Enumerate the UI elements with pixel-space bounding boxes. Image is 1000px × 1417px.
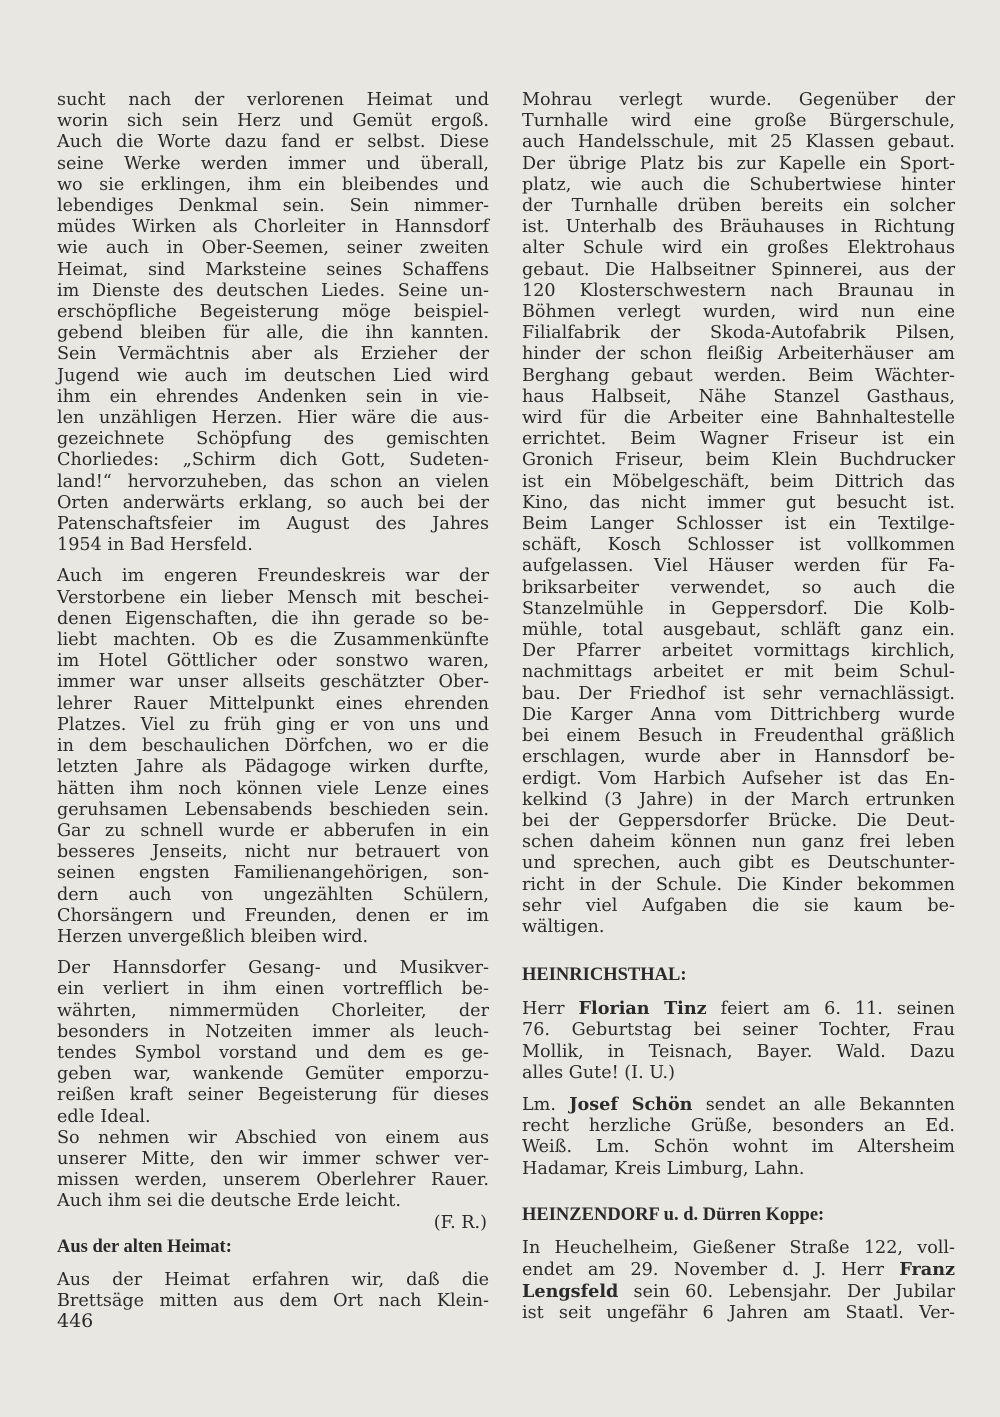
text-line: Auch ihm sei die deutsche Erde leicht. [57,1191,401,1212]
text-line: der Turnhalle drüben bereits ein solcher [522,196,955,217]
text-line: währten, nimmermüden Chorleiter, der [57,1000,489,1021]
text-line: wältigen. [522,916,605,937]
text-line: Lm. Josef Schön sendet an alle Bekannten [522,1093,955,1115]
person-name: Lengsfeld [522,1281,619,1303]
text-line: Orten anderwärts erklang, so auch bei der [57,492,489,513]
text-line: Herzen unvergeßlich bleiben wird. [57,926,369,947]
text-line: missen werden, unserem Oberlehrer Rauer. [57,1170,489,1191]
text-line: wird für die Arbeiter eine Bahnhaltestelle [522,408,955,429]
text-line: gebend bleiben für alle, die ihn kannten. [57,323,489,344]
text-line: lehrer Rauer Mittelpunkt eines ehrenden [57,693,489,714]
text-line: geruhsamen Lebensabends beschieden sein. [57,799,489,820]
text-line: und sprechen, auch gibt es Deutschunter- [522,853,955,874]
text-line: tendes Symbol vorstand und dem es ge- [57,1042,489,1063]
text-line: Herr Florian Tinz feiert am 6. 11. seinen [522,998,955,1020]
text-line: Berghang gebaut werden. Beim Wächter- [522,365,955,386]
text-line: erschöpfliche Begeisterung möge beispiel- [57,302,489,323]
text-line: bau. Der Friedhof ist sehr vernachlässigt. [522,683,955,704]
text-line: Die Karger Anna vom Dittrichberg wurde [522,704,955,725]
text-line: Jugend wie auch im deutschen Lied wird [57,365,489,386]
lengsfeld-birthday-notice [522,1238,955,1325]
section-heading-alte-heimat: Aus der alten Heimat: [57,1236,232,1257]
text-line: Weiß. Lm. Schön wohnt im Altersheim [522,1137,955,1158]
text-line: Heimat, sind Marksteine seines Schaffens [57,259,489,280]
text-line: recht herzliche Grüße, besonders an Ed. [522,1116,955,1137]
schoen-greeting-notice [522,1094,955,1180]
text-line: Turnhalle wird eine große Bürgerschule, [522,111,955,132]
text-line: Auch im engeren Freundeskreis war der [57,566,489,587]
text-line: unserer Mitte, den wir immer schwer ver- [57,1148,489,1169]
obituary-paragraph-3 [57,958,489,1128]
text-line: gezeichnete Schöpfung des gemischten [57,429,489,450]
text-line: Chorliedes: „Schirm dich Gott, Sudeten- [57,450,489,471]
text-line: edle Ideal. [57,1106,151,1127]
text-line: Brettsäge mitten aus dem Ort nach Klein- [57,1290,489,1311]
section-heading-heinzendorf: HEINZENDORF u. d. Dürren Koppe: [522,1204,825,1225]
section-heading-heinrichsthal: HEINRICHSTHAL: [522,965,687,986]
person-name: Josef Schön [569,1093,693,1115]
text-line: 1954 in Bad Hersfeld. [57,535,253,556]
text-line: wo sie erklingen, ihm ein bleibendes und [57,174,489,195]
text-line: immer war unser allseits geschätzter Ober- [57,672,489,693]
text-line: errichtet. Beim Wagner Friseur ist ein [522,429,955,450]
text-line: liebt machten. Ob es die Zusammenkünfte [57,630,489,651]
text-line: Patenschaftsfeier im August des Jahres [57,514,489,535]
text-line: richt in der Schule. Die Kinder bekommen [522,874,955,895]
text-line: sehr viel Aufgaben die sie kaum be- [522,895,955,916]
text-line: aufgelassen. Viel Häuser werden für Fa- [522,556,955,577]
text-line: gebaut. Die Halbseitner Spinnerei, aus der [522,259,955,280]
text-line: schäft, Kosch Schlosser ist vollkommen [522,535,955,556]
text-line: letzten Jahre als Pädagoge wirken durfte, [57,757,489,778]
text-line: Filialfabrik der Skoda-Autofabrik Pilsen, [522,323,955,344]
text-line: alter Schule wird ein großes Elektrohaus [522,238,955,259]
text-line: haus Halbseit, Nähe Stanzel Gasthaus, [522,386,955,407]
text-line: im Dienste des deutschen Liedes. Seine un- [57,280,489,301]
text-line: briksarbeiter verwendet, so auch die [522,577,955,598]
text-line: ihm ein ehrendes Andenken sein in vie- [57,386,489,407]
alte-heimat-continuation [522,90,955,938]
person-name: Franz [899,1258,955,1280]
text-line: ist ein Möbelgeschäft, beim Dittrich das [522,471,955,492]
text-line: Stanzelmühle in Geppersdorf. Die Kolb- [522,598,955,619]
text-line: len unzähligen Herzen. Hier wäre die aus- [57,408,489,429]
obituary-paragraph-2 [57,566,489,948]
text-line: auch Handelsschule, mit 25 Klassen gebaut. [522,132,955,153]
text-line: ist seit ungefähr 6 Jahren am Staatl. Ver- [522,1303,955,1324]
text-line: Verstorbene ein lieber Mensch mit beschei- [57,587,489,608]
text-line: in dem beschaulichen Dörfchen, wo er die [57,736,489,757]
text-line: besseres Jenseits, nicht nur betrauert von [57,842,489,863]
text-line: Platzes. Viel zu früh ging er von uns und [57,714,489,735]
text-line: mühle, total ausgebaut, schläft ganz ein. [522,620,955,641]
text-line: So nehmen wir Abschied von einem aus [57,1127,489,1148]
text-line: Aus der Heimat erfahren wir, daß die [57,1269,489,1290]
text-line: denen Eigenschaften, die ihn gerade so be- [57,608,489,629]
text-line: alles Gute! (I. U.) [522,1062,675,1083]
text-line: erschlagen, wurde aber in Hannsdorf be- [522,747,955,768]
text-line: In Heuchelheim, Gießener Straße 122, voll- [522,1237,955,1258]
text-line: Beim Langer Schlosser ist ein Textilge- [522,514,955,535]
text-line: nachmittags arbeitet er mit beim Schul- [522,662,955,683]
left-column [57,90,489,1312]
obituary-paragraph-1 [57,90,489,556]
author-signature: (F. R.) [433,1212,487,1233]
person-name: Florian Tinz [578,998,707,1020]
text-line: worin sich sein Herz und Gemüt ergoß. [57,111,489,132]
text-line: geben war, wankende Gemüter emporzu- [57,1064,489,1085]
text-line: ein verliert in ihm einen vortrefflich be- [57,979,489,1000]
text-line: hinder der schon fleißig Arbeiterhäuser am [522,344,955,365]
text-line: Sein Vermächtnis aber als Erzieher der [57,344,489,365]
text-line: land!“ hervorzuheben, das schon an vielen [57,471,489,492]
text-line: Chorsängern und Freunden, denen er im [57,905,489,926]
text-line: Auch die Worte dazu fand er selbst. Diese [57,132,489,153]
text-line: bei der Geppersdorfer Brücke. Die Deut- [522,810,955,831]
text-line: lebendiges Denkmal sein. Sein nimmer- [57,196,489,217]
text-line: im Hotel Göttlicher oder sonstwo waren, [57,651,489,672]
text-line: seine Werke werden immer und überall, [57,153,489,174]
text-line: reißen kraft seiner Begeisterung für dieses [57,1085,489,1106]
text-line: Lengsfeld sein 60. Lebensjahr. Der Jubilar [522,1281,955,1303]
obituary-paragraph-4 [57,1128,489,1213]
text-line: Der übrige Platz bis zur Kapelle ein Sport- [522,153,955,174]
text-line: ist. Unterhalb des Bräuhauses in Richtung [522,217,955,238]
text-line: Kino, das nicht immer gut besucht ist. [522,492,955,513]
alte-heimat-paragraph [57,1270,489,1312]
text-line: besonders in Notzeiten immer als leuch- [57,1021,489,1042]
text-line: 120 Klosterschwestern nach Braunau in [522,280,955,301]
text-line: Der Hannsdorfer Gesang- und Musikver- [57,958,489,979]
tinz-birthday-notice [522,998,955,1084]
page-number: 446 [57,1310,94,1332]
text-line: endet am 29. November d. J. Herr Franz [522,1258,955,1280]
text-line: erdigt. Vom Harbich Aufseher ist das En- [522,768,955,789]
text-line: müdes Wirken als Chorleiter in Hannsdorf [57,217,489,238]
text-line: seinen engsten Familienangehörigen, son- [57,863,489,884]
text-line: Der Pfarrer arbeitet vormittags kirchlich, [522,641,955,662]
text-line: kelkind (3 Jahre) in der March ertrunken [522,789,955,810]
text-line: hätten ihm noch können viele Lenze eines [57,778,489,799]
text-line: Gar zu schnell wurde er abberufen in ein [57,820,489,841]
text-line: Mohrau verlegt wurde. Gegenüber der [522,90,955,110]
text-line: bei einem Besuch in Freudenthal gräßlich [522,726,955,747]
right-column [522,90,955,1325]
text-line: schen daheim können nun ganz frei leben [522,832,955,853]
text-line: Mollik, in Teisnach, Bayer. Wald. Dazu [522,1041,955,1062]
text-line: Gronich Friseur, beim Klein Buchdrucker [522,450,955,471]
text-line: dern auch von ungezählten Schülern, [57,884,489,905]
text-line: 76. Geburtstag bei seiner Tochter, Frau [522,1020,955,1041]
text-line: platz, wie auch die Schubertwiese hinter [522,174,955,195]
text-line: wie auch in Ober-Seemen, seiner zweiten [57,238,489,259]
text-line: sucht nach der verlorenen Heimat und [57,90,489,110]
text-line: Böhmen verlegt wurden, wird nun eine [522,302,955,323]
text-line: Hadamar, Kreis Limburg, Lahn. [522,1158,805,1179]
